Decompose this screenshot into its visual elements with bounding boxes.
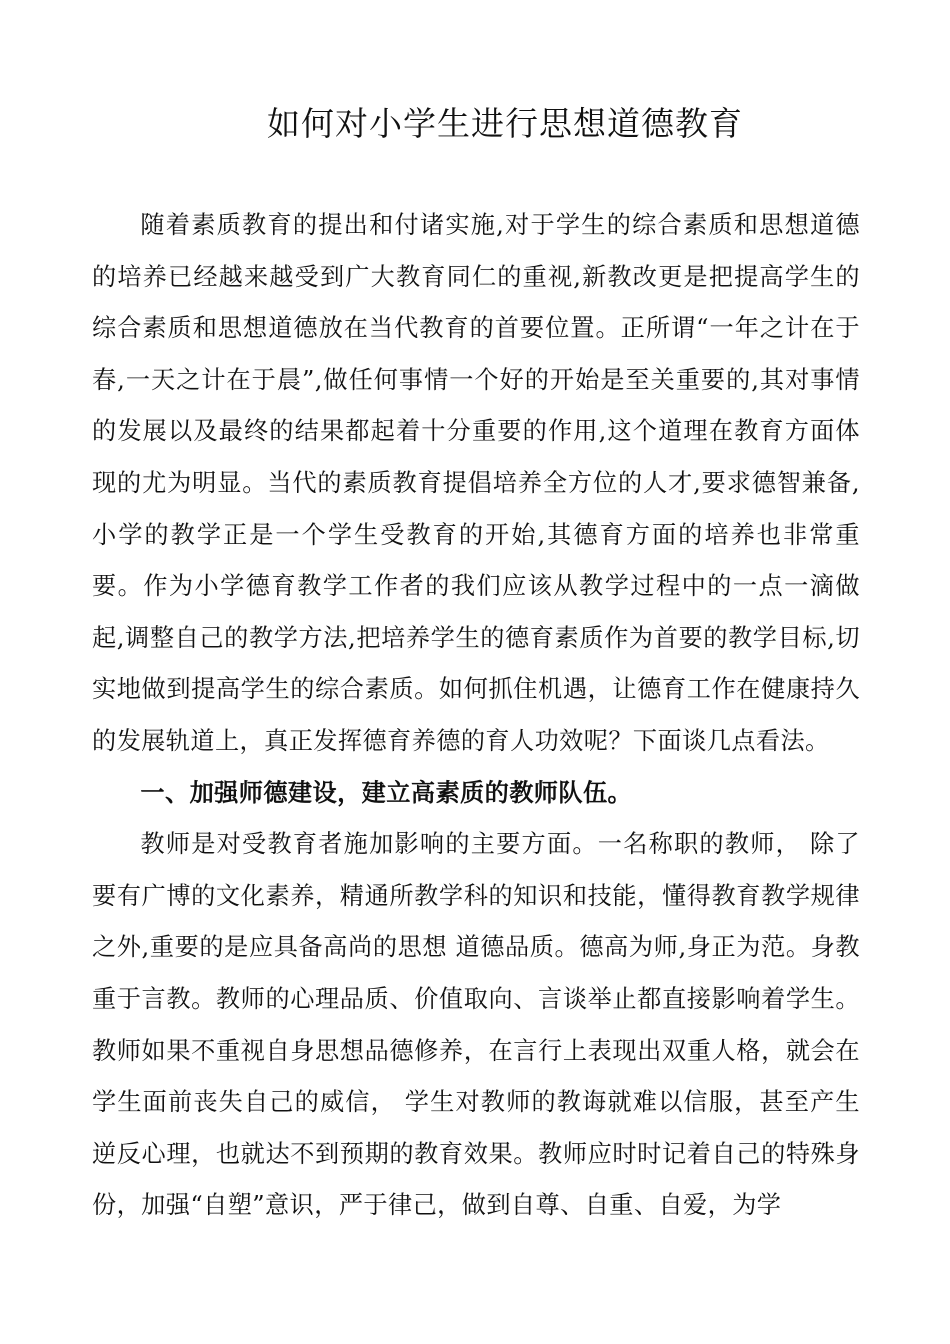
document-title: 如何对小学生进行思想道德教育 [267, 104, 743, 143]
intro-paragraph: 随着素质教育的提出和付诸实施,对于学生的综合素质和思想道德的培养已经越来越受到广大教育同仁的重视,新教改更是把提高学生的综合素质和思想道德放在当代教育的首要位置。正所谓“一年之计在于春,一天之计在于晨”,做任何事情一个好的开始是至关重要的,其对事情的发展以及最终的结果都起着十分重要的作用,这个道理在教育方面体现的尤为明显。当代的素质教育提倡培养全方位的人才,要求德智兼备,小学的教学正是一个学生受教育的开始,其德育方面的培养也非常重要。作为小学德育教学工作者的我们应该从教学过程中的一点一滴做起,调整自己的教学方法,把培养学生的德育素质作为首要的教学目标,切实地做到提高学生的综合素质。如何抓住机遇，让德育工作在健康持久的发展轨道上，真正发挥德育养德的育人功效呢？下面谈几点看法。 [92, 211, 860, 755]
section-paragraph-1: 教师是对受教育者施加影响的主要方面。一名称职的教师， 除了要有广博的文化素养，精通所教学科的知识和技能，懂得教育教学规律之外,重要的是应具备高尚的思想 道德品质。德高为师,身正为范。身教重于言教。教师的心理品质、价值取向、言谈举止都直接影响着学生。教师如果不重视自身思想品德修养，在言行上表现出双重人格，就会在学生面前丧失自己的威信， 学生对教师的教诲就难以信服，甚至产生逆反心理，也就达不到预期的教育效果。教师应时时记着自己的特殊身份，加强“自塑”意识，严于律己，做到自尊、自重、自爱，为学 [92, 830, 860, 1220]
document-body [92, 200, 860, 1232]
section-heading-1: 一、加强师德建设，建立高素质的教师队伍。 [140, 778, 633, 807]
